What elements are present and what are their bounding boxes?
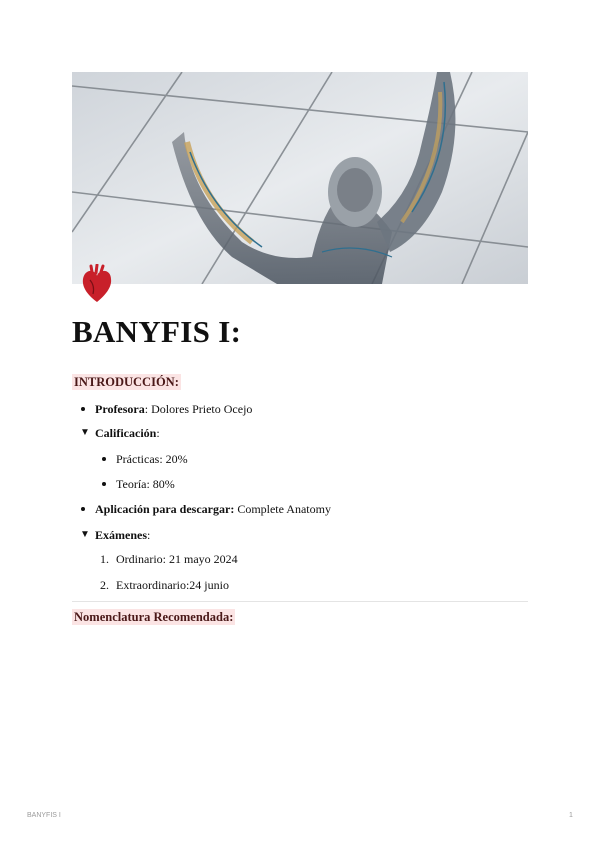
app-item: Aplicación para descargar: Complete Anatomy bbox=[95, 502, 331, 516]
page-number: 1 bbox=[569, 812, 573, 819]
examenes-toggle[interactable]: ▼ Exámenes: bbox=[80, 528, 151, 542]
list-item: 1. Ordinario: 21 mayo 2024 bbox=[100, 552, 238, 566]
list-item: Prácticas: 20% bbox=[116, 452, 188, 466]
footer-title: BANYFIS I bbox=[27, 812, 61, 819]
nomenclatura-heading: Nomenclatura Recomendada: bbox=[74, 610, 234, 624]
anatomical-heart-icon bbox=[80, 264, 114, 304]
list-item: Teoría: 80% bbox=[116, 477, 175, 491]
toggle-arrow-icon[interactable]: ▼ bbox=[80, 427, 90, 438]
page-title: BANYFIS I: bbox=[72, 314, 242, 349]
divider bbox=[72, 601, 528, 602]
cover-image bbox=[72, 72, 528, 284]
intro-heading: INTRODUCCIÓN: bbox=[74, 375, 179, 389]
list-item: 2. Extraordinario:24 junio bbox=[100, 578, 229, 592]
profesora-item: Profesora: Dolores Prieto Ocejo bbox=[95, 402, 253, 416]
toggle-arrow-icon[interactable]: ▼ bbox=[80, 529, 90, 540]
calificacion-toggle[interactable]: ▼ Calificación: bbox=[80, 426, 160, 440]
